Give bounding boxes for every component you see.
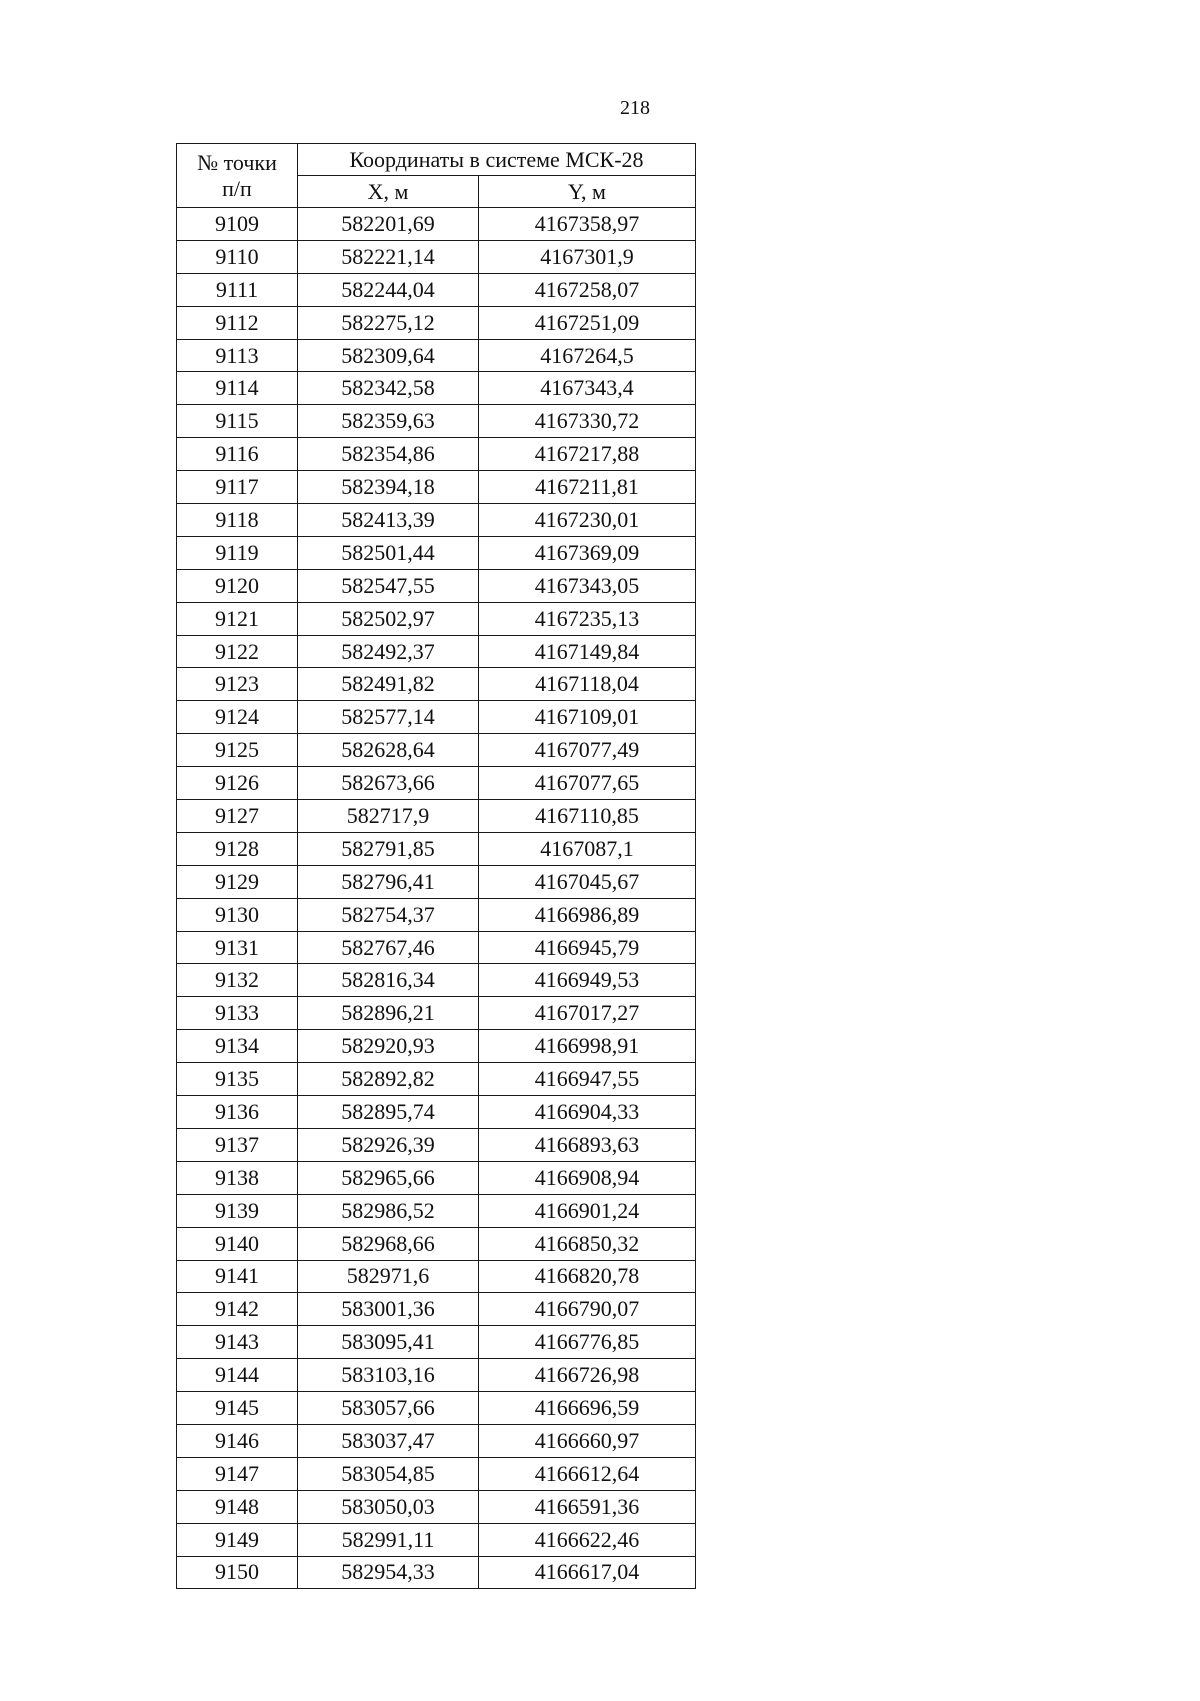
y-coordinate-cell: 4166947,55 xyxy=(479,1063,696,1096)
point-number-cell: 9146 xyxy=(177,1424,298,1457)
table-row xyxy=(177,504,696,537)
x-coordinate-cell: 582502,97 xyxy=(298,602,479,635)
table-row xyxy=(177,240,696,273)
point-number-cell: 9127 xyxy=(177,800,298,833)
table-body xyxy=(177,208,696,1589)
x-coordinate-cell: 582767,46 xyxy=(298,931,479,964)
table-row xyxy=(177,898,696,931)
point-number-header xyxy=(177,144,298,208)
x-coordinate-cell: 582968,66 xyxy=(298,1227,479,1260)
point-number-cell: 9117 xyxy=(177,471,298,504)
table-row xyxy=(177,1161,696,1194)
table-row xyxy=(177,1194,696,1227)
x-coordinate-cell: 582796,41 xyxy=(298,865,479,898)
x-coordinate-cell: 582359,63 xyxy=(298,405,479,438)
point-number-cell: 9121 xyxy=(177,602,298,635)
point-number-cell: 9115 xyxy=(177,405,298,438)
x-coordinate-cell: 582717,9 xyxy=(298,800,479,833)
point-number-cell: 9134 xyxy=(177,1030,298,1063)
y-coordinate-cell: 4166986,89 xyxy=(479,898,696,931)
point-number-cell: 9149 xyxy=(177,1523,298,1556)
y-coordinate-cell: 4166908,94 xyxy=(479,1161,696,1194)
table-row xyxy=(177,1359,696,1392)
x-coordinate-cell: 582628,64 xyxy=(298,734,479,767)
point-number-cell: 9142 xyxy=(177,1293,298,1326)
table-row xyxy=(177,471,696,504)
table-row xyxy=(177,602,696,635)
point-number-cell: 9130 xyxy=(177,898,298,931)
page-number: 218 xyxy=(620,97,650,119)
y-coordinate-cell: 4167358,97 xyxy=(479,208,696,241)
point-number-cell: 9110 xyxy=(177,240,298,273)
point-number-cell: 9133 xyxy=(177,997,298,1030)
y-coordinate-cell: 4167330,72 xyxy=(479,405,696,438)
x-coordinate-cell: 582492,37 xyxy=(298,635,479,668)
y-coordinate-cell: 4166850,32 xyxy=(479,1227,696,1260)
table-row xyxy=(177,372,696,405)
table-row xyxy=(177,569,696,602)
table-row xyxy=(177,767,696,800)
y-coordinate-cell: 4166998,91 xyxy=(479,1030,696,1063)
point-number-cell: 9138 xyxy=(177,1161,298,1194)
table-row xyxy=(177,208,696,241)
table-row xyxy=(177,1490,696,1523)
point-number-cell: 9136 xyxy=(177,1096,298,1129)
y-coordinate-cell: 4167077,49 xyxy=(479,734,696,767)
point-number-cell: 9111 xyxy=(177,273,298,306)
point-number-cell: 9135 xyxy=(177,1063,298,1096)
table-row xyxy=(177,273,696,306)
y-coordinate-cell: 4167118,04 xyxy=(479,668,696,701)
x-coordinate-cell: 582816,34 xyxy=(298,964,479,997)
y-coordinate-cell: 4167258,07 xyxy=(479,273,696,306)
table-row xyxy=(177,734,696,767)
x-coordinate-cell: 582201,69 xyxy=(298,208,479,241)
table-row xyxy=(177,339,696,372)
x-coordinate-cell: 582354,86 xyxy=(298,438,479,471)
y-coordinate-cell: 4166790,07 xyxy=(479,1293,696,1326)
y-column-header: Y, м xyxy=(479,176,696,208)
x-coordinate-cell: 582577,14 xyxy=(298,701,479,734)
y-coordinate-cell: 4167017,27 xyxy=(479,997,696,1030)
table-header xyxy=(177,144,696,208)
y-coordinate-cell: 4166617,04 xyxy=(479,1556,696,1589)
y-coordinate-cell: 4167301,9 xyxy=(479,240,696,273)
table-row xyxy=(177,1030,696,1063)
table-row xyxy=(177,1227,696,1260)
x-coordinate-cell: 583001,36 xyxy=(298,1293,479,1326)
table-row xyxy=(177,635,696,668)
y-coordinate-cell: 4166904,33 xyxy=(479,1096,696,1129)
x-coordinate-cell: 582991,11 xyxy=(298,1523,479,1556)
table-row xyxy=(177,865,696,898)
y-coordinate-cell: 4166820,78 xyxy=(479,1260,696,1293)
y-coordinate-cell: 4166901,24 xyxy=(479,1194,696,1227)
table-row xyxy=(177,405,696,438)
x-coordinate-cell: 582501,44 xyxy=(298,536,479,569)
y-coordinate-cell: 4167264,5 xyxy=(479,339,696,372)
x-column-header: X, м xyxy=(298,176,479,208)
point-number-cell: 9143 xyxy=(177,1326,298,1359)
table-row xyxy=(177,800,696,833)
y-coordinate-cell: 4166591,36 xyxy=(479,1490,696,1523)
y-coordinate-cell: 4167251,09 xyxy=(479,306,696,339)
point-number-cell: 9113 xyxy=(177,339,298,372)
table-row xyxy=(177,1293,696,1326)
point-number-cell: 9141 xyxy=(177,1260,298,1293)
y-coordinate-cell: 4167211,81 xyxy=(479,471,696,504)
point-number-cell: 9147 xyxy=(177,1457,298,1490)
x-coordinate-cell: 583095,41 xyxy=(298,1326,479,1359)
y-coordinate-cell: 4167235,13 xyxy=(479,602,696,635)
table-row xyxy=(177,1457,696,1490)
x-coordinate-cell: 582920,93 xyxy=(298,1030,479,1063)
x-coordinate-cell: 582394,18 xyxy=(298,471,479,504)
point-number-cell: 9116 xyxy=(177,438,298,471)
table-row xyxy=(177,536,696,569)
point-number-cell: 9137 xyxy=(177,1128,298,1161)
table-row xyxy=(177,964,696,997)
x-coordinate-cell: 582895,74 xyxy=(298,1096,479,1129)
y-coordinate-cell: 4166622,46 xyxy=(479,1523,696,1556)
x-coordinate-cell: 582896,21 xyxy=(298,997,479,1030)
x-coordinate-cell: 582954,33 xyxy=(298,1556,479,1589)
y-coordinate-cell: 4167343,05 xyxy=(479,569,696,602)
x-coordinate-cell: 582926,39 xyxy=(298,1128,479,1161)
x-coordinate-cell: 583037,47 xyxy=(298,1424,479,1457)
table-row xyxy=(177,701,696,734)
y-coordinate-cell: 4167109,01 xyxy=(479,701,696,734)
point-number-cell: 9124 xyxy=(177,701,298,734)
y-coordinate-cell: 4167369,09 xyxy=(479,536,696,569)
point-number-cell: 9123 xyxy=(177,668,298,701)
point-number-cell: 9129 xyxy=(177,865,298,898)
table-row xyxy=(177,306,696,339)
x-coordinate-cell: 583057,66 xyxy=(298,1392,479,1425)
table-row xyxy=(177,1523,696,1556)
y-coordinate-cell: 4166660,97 xyxy=(479,1424,696,1457)
y-coordinate-cell: 4166893,63 xyxy=(479,1128,696,1161)
table-row xyxy=(177,1063,696,1096)
x-coordinate-cell: 582491,82 xyxy=(298,668,479,701)
table-row xyxy=(177,1424,696,1457)
y-coordinate-cell: 4167217,88 xyxy=(479,438,696,471)
x-coordinate-cell: 582275,12 xyxy=(298,306,479,339)
x-coordinate-cell: 583050,03 xyxy=(298,1490,479,1523)
table-row xyxy=(177,1556,696,1589)
x-coordinate-cell: 583054,85 xyxy=(298,1457,479,1490)
table-row xyxy=(177,1392,696,1425)
point-number-header-line1: № точки xyxy=(197,149,277,175)
table-row xyxy=(177,832,696,865)
table-row xyxy=(177,1096,696,1129)
y-coordinate-cell: 4167149,84 xyxy=(479,635,696,668)
coordinates-table xyxy=(176,143,696,1589)
x-coordinate-cell: 582754,37 xyxy=(298,898,479,931)
table-row xyxy=(177,438,696,471)
point-number-cell: 9148 xyxy=(177,1490,298,1523)
point-number-cell: 9150 xyxy=(177,1556,298,1589)
table-row xyxy=(177,668,696,701)
y-coordinate-cell: 4166949,53 xyxy=(479,964,696,997)
y-coordinate-cell: 4167087,1 xyxy=(479,832,696,865)
point-number-cell: 9109 xyxy=(177,208,298,241)
point-number-cell: 9145 xyxy=(177,1392,298,1425)
y-coordinate-cell: 4167110,85 xyxy=(479,800,696,833)
y-coordinate-cell: 4167343,4 xyxy=(479,372,696,405)
table-row xyxy=(177,931,696,964)
y-coordinate-cell: 4167077,65 xyxy=(479,767,696,800)
x-coordinate-cell: 582971,6 xyxy=(298,1260,479,1293)
x-coordinate-cell: 582673,66 xyxy=(298,767,479,800)
x-coordinate-cell: 582892,82 xyxy=(298,1063,479,1096)
point-number-cell: 9120 xyxy=(177,569,298,602)
point-number-cell: 9118 xyxy=(177,504,298,537)
point-number-cell: 9114 xyxy=(177,372,298,405)
point-number-cell: 9112 xyxy=(177,306,298,339)
y-coordinate-cell: 4166612,64 xyxy=(479,1457,696,1490)
point-number-cell: 9131 xyxy=(177,931,298,964)
x-coordinate-cell: 582221,14 xyxy=(298,240,479,273)
table-row xyxy=(177,1260,696,1293)
y-coordinate-cell: 4166696,59 xyxy=(479,1392,696,1425)
point-number-cell: 9125 xyxy=(177,734,298,767)
y-coordinate-cell: 4166776,85 xyxy=(479,1326,696,1359)
x-coordinate-cell: 582547,55 xyxy=(298,569,479,602)
x-coordinate-cell: 582986,52 xyxy=(298,1194,479,1227)
table-row xyxy=(177,1128,696,1161)
x-coordinate-cell: 582791,85 xyxy=(298,832,479,865)
x-coordinate-cell: 582309,64 xyxy=(298,339,479,372)
y-coordinate-cell: 4166726,98 xyxy=(479,1359,696,1392)
y-coordinate-cell: 4167230,01 xyxy=(479,504,696,537)
point-number-cell: 9132 xyxy=(177,964,298,997)
point-number-cell: 9128 xyxy=(177,832,298,865)
x-coordinate-cell: 582413,39 xyxy=(298,504,479,537)
point-number-cell: 9119 xyxy=(177,536,298,569)
x-coordinate-cell: 583103,16 xyxy=(298,1359,479,1392)
x-coordinate-cell: 582965,66 xyxy=(298,1161,479,1194)
coordinates-system-header: Координаты в системе МСК-28 xyxy=(298,144,696,176)
point-number-cell: 9140 xyxy=(177,1227,298,1260)
table-row xyxy=(177,1326,696,1359)
point-number-cell: 9122 xyxy=(177,635,298,668)
table-row xyxy=(177,997,696,1030)
point-number-cell: 9126 xyxy=(177,767,298,800)
x-coordinate-cell: 582244,04 xyxy=(298,273,479,306)
x-coordinate-cell: 582342,58 xyxy=(298,372,479,405)
point-number-cell: 9144 xyxy=(177,1359,298,1392)
y-coordinate-cell: 4166945,79 xyxy=(479,931,696,964)
y-coordinate-cell: 4167045,67 xyxy=(479,865,696,898)
point-number-header-line2: п/п xyxy=(222,175,252,201)
point-number-cell: 9139 xyxy=(177,1194,298,1227)
